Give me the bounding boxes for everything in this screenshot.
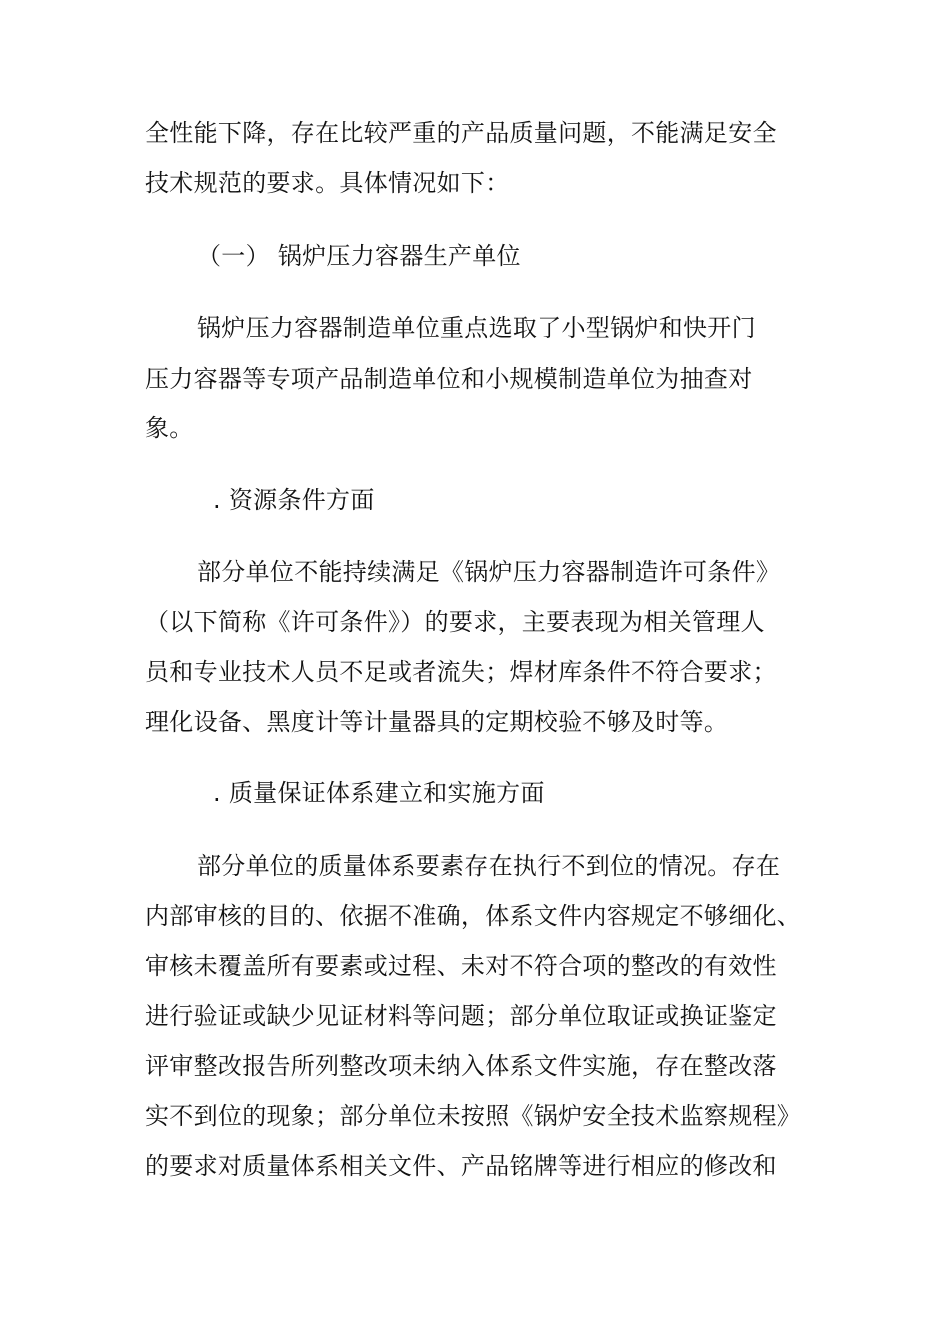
body-text-line: 技术规范的要求。具体情况如下：: [145, 169, 510, 197]
body-text-line: 员和专业技术人员不足或者流失；焊材库条件不符合要求；: [145, 658, 777, 686]
body-text-line: 实不到位的现象；部分单位未按照《锅炉安全技术监察规程》: [145, 1102, 802, 1130]
body-text-line: 全性能下降，存在比较严重的产品质量问题，不能满足安全: [145, 119, 777, 147]
body-text-line: 的要求对质量体系相关文件、产品铭牌等进行相应的修改和: [145, 1152, 777, 1180]
body-text-line: 内部审核的目的、依据不准确，体系文件内容规定不够细化、: [145, 902, 802, 930]
body-text-line: 部分单位不能持续满足《锅炉压力容器制造许可条件》: [197, 558, 781, 586]
body-text-line: 象。: [145, 414, 194, 442]
body-text-line: 进行验证或缺少见证材料等问题；部分单位取证或换证鉴定: [145, 1002, 777, 1030]
subsection-heading: . 资源条件方面: [213, 486, 375, 514]
body-text-line: 部分单位的质量体系要素存在执行不到位的情况。存在: [197, 852, 781, 880]
body-text-line: 理化设备、黑度计等计量器具的定期校验不够及时等。: [145, 708, 729, 736]
body-text-line: 评审整改报告所列整改项未纳入体系文件实施，存在整改落: [145, 1052, 777, 1080]
subsection-heading: . 质量保证体系建立和实施方面: [213, 779, 545, 807]
section-heading: （一） 锅炉压力容器生产单位: [197, 242, 521, 270]
body-text-line: 锅炉压力容器制造单位重点选取了小型锅炉和快开门: [197, 314, 756, 342]
body-text-line: 审核未覆盖所有要素或过程、未对不符合项的整改的有效性: [145, 952, 777, 980]
body-text-line: 压力容器等专项产品制造单位和小规模制造单位为抽查对: [145, 365, 753, 393]
body-text-line: （以下简称《许可条件》）的要求，主要表现为相关管理人: [145, 608, 765, 636]
